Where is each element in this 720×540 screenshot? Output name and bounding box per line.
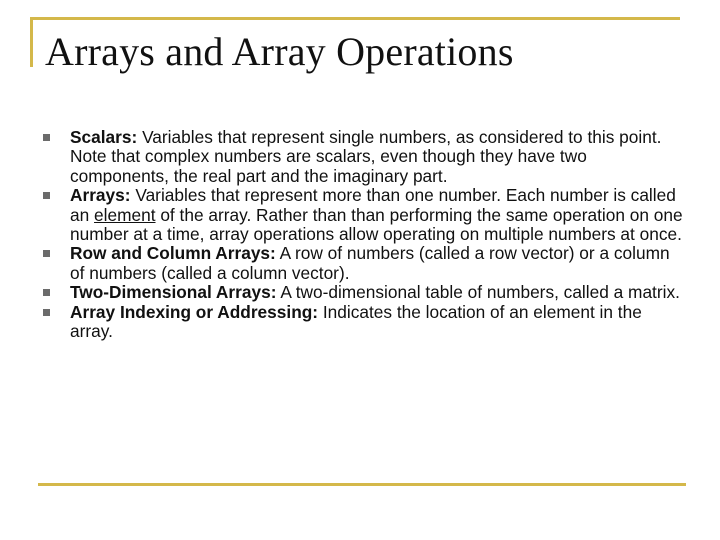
bullet-label: Row and Column Arrays:: [70, 243, 276, 264]
bullet-list: [43, 128, 683, 341]
square-bullet-icon: [43, 309, 50, 316]
square-bullet-icon: [43, 289, 50, 296]
bullet-label: Array Indexing or Addressing:: [70, 301, 319, 322]
bullet-two-dimensional-arrays: [43, 283, 683, 302]
bullet-label: Arrays:: [70, 185, 131, 206]
square-bullet-icon: [43, 250, 50, 257]
bullet-text: Variables that represent single numbers, as considered to this point. Note that complex numbers are scalars, even though they have two components, the real part and the imaginary part.: [70, 127, 662, 186]
bullet-scalars: [43, 128, 683, 186]
square-bullet-icon: [43, 134, 50, 141]
bullet-row-column-arrays: [43, 244, 683, 283]
bullet-text: Variables that represent more than one number. Each number is called an: [70, 185, 676, 225]
bullet-arrays: [43, 186, 683, 244]
bottom-rule: [38, 483, 686, 486]
underlined-term: element: [94, 204, 156, 225]
bullet-array-indexing: [43, 303, 683, 342]
bullet-text: A row of numbers (called a row vector) or a column of numbers (called a column vector).: [70, 243, 670, 283]
square-bullet-icon: [43, 192, 50, 199]
slide-title: Arrays and Array Operations: [45, 29, 514, 74]
bullet-label: Scalars:: [70, 127, 138, 147]
bullet-text: A two-dimensional table of numbers, called a matrix.: [276, 282, 680, 303]
left-rule: [30, 17, 33, 67]
bullet-text: of the array. Rather than than performing the same operation on one number at a time, array operations allow operating on multiple numbers at once.: [70, 204, 683, 245]
bullet-label: Two-Dimensional Arrays:: [70, 282, 277, 303]
top-rule: [30, 17, 680, 20]
bullet-text: Indicates the location of an element in the array.: [70, 301, 642, 342]
